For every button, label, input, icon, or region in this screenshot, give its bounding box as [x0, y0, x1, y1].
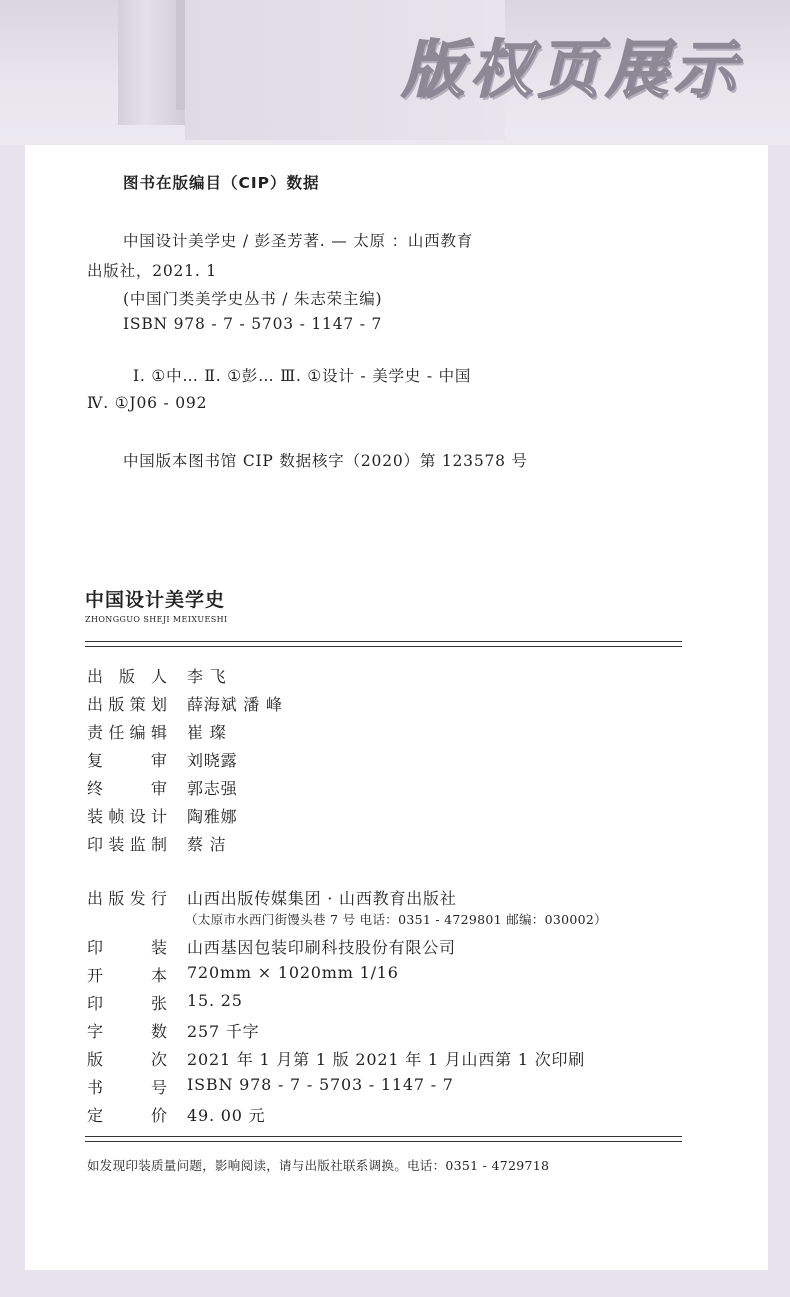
credit-value: 崔 璨	[187, 723, 227, 742]
publication-label: 版 次	[87, 1050, 167, 1069]
cip-line: 出版社，2021. 1	[87, 262, 217, 280]
publication-value: 257 千字	[187, 1022, 260, 1041]
credit-value: 薛海斌 潘 峰	[187, 695, 283, 714]
credit-value: 郭志强	[187, 779, 238, 798]
cip-line: (中国门类美学史丛书 / 朱志荣主编)	[123, 290, 383, 308]
publication-value: 720mm × 1020mm 1/16	[187, 963, 399, 982]
banner-title: 版权页展示	[401, 33, 742, 106]
copyright-page	[25, 145, 768, 1270]
publication-label: 定 价	[87, 1106, 167, 1125]
credit-value: 蔡 洁	[187, 835, 227, 854]
credit-label: 责 任 编 辑	[87, 723, 167, 742]
publisher-address: （太原市水西门街馒头巷 7 号 电话：0351 - 4729801 邮编：030002）	[185, 912, 607, 927]
credit-label: 装 帧 设 计	[87, 807, 167, 826]
credit-label: 出 版 策 划	[87, 695, 167, 714]
credit-value: 李 飞	[187, 667, 227, 686]
publication-value: ISBN 978 - 7 - 5703 - 1147 - 7	[187, 1075, 454, 1094]
cip-line: 中国设计美学史 / 彭圣芳著. — 太原 ：山西教育	[123, 232, 474, 250]
publication-label: 印 张	[87, 994, 167, 1013]
publication-value: 山西基因包装印刷科技股份有限公司	[187, 938, 456, 957]
publication-value: 49. 00 元	[187, 1106, 266, 1125]
cip-line: 中国版本图书馆 CIP 数据核字（2020）第 123578 号	[123, 452, 528, 470]
publication-label: 开 本	[87, 966, 167, 985]
double-rule-top	[85, 641, 682, 647]
footer-note: 如发现印装质量问题，影响阅读，请与出版社联系调换。电话：0351 - 4729718	[87, 1158, 550, 1173]
publication-label: 书 号	[87, 1078, 167, 1097]
credit-label: 印 装 监 制	[87, 835, 167, 854]
publication-label: 印 装	[87, 938, 167, 957]
banner	[0, 0, 790, 145]
credit-value: 陶雅娜	[187, 807, 238, 826]
cip-heading: 图书在版编目（CIP）数据	[123, 174, 320, 192]
publisher-label: 出 版 发 行	[87, 889, 167, 908]
cip-line: Ⅰ. ①中… Ⅱ. ①彭… Ⅲ. ①设计 - 美学史 - 中国	[133, 367, 472, 385]
credit-value: 刘晓露	[187, 751, 238, 770]
book-pinyin: ZHONGGUO SHEJI MEIXUESHI	[85, 615, 228, 624]
publication-label: 字 数	[87, 1022, 167, 1041]
publication-value: 15. 25	[187, 991, 243, 1010]
publisher-value: 山西出版传媒集团 · 山西教育出版社	[187, 889, 457, 908]
credit-label: 终 审	[87, 779, 167, 798]
publication-value: 2021 年 1 月第 1 版 2021 年 1 月山西第 1 次印刷	[187, 1050, 586, 1069]
credit-label: 复 审	[87, 751, 167, 770]
double-rule-bottom	[85, 1136, 682, 1142]
cip-line: ISBN 978 - 7 - 5703 - 1147 - 7	[123, 315, 383, 333]
book-title: 中国设计美学史	[85, 589, 226, 611]
credit-label: 出 版 人	[87, 667, 167, 686]
cip-line: Ⅳ. ①J06 - 092	[87, 394, 208, 412]
